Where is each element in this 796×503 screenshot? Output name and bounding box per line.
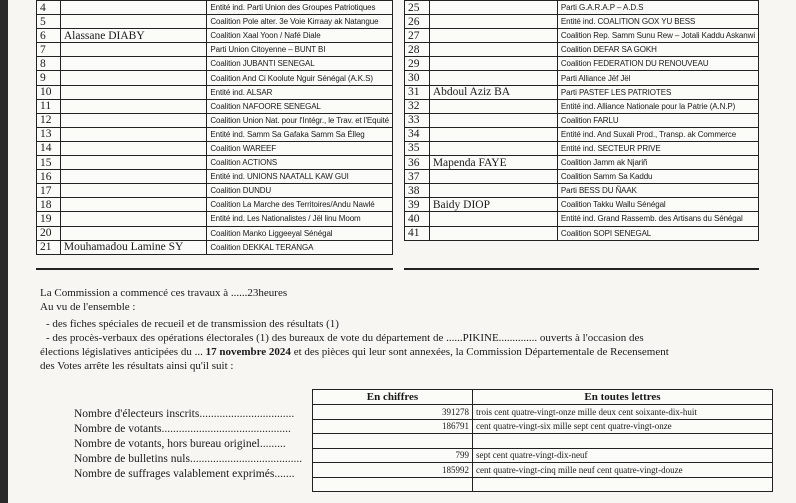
- result-row: [313, 477, 773, 492]
- list-row: [37, 85, 393, 99]
- row-number: 8: [37, 57, 61, 71]
- row-number: 21: [37, 240, 61, 254]
- list-row: [405, 226, 759, 240]
- candidate-name: [60, 1, 207, 15]
- candidate-name: [60, 127, 207, 141]
- candidate-name: [429, 43, 557, 57]
- row-number: 37: [405, 170, 430, 184]
- row-number: 18: [37, 198, 61, 212]
- candidate-name: [60, 85, 207, 99]
- list-row: [37, 71, 393, 85]
- candidate-list-left: [36, 0, 393, 255]
- candidate-name: [429, 212, 557, 226]
- preamble-item-2: - des procès-verbaux des opérations électorales (1) des bureaux de vote du département de ......PIKINE.............. ouverts à l'occasion des: [46, 332, 644, 344]
- candidate-name: [429, 15, 557, 29]
- candidate-name: [429, 57, 557, 71]
- party-name: Parti G.A.R.A.P – A.D.S: [557, 1, 758, 15]
- result-label: Nombre de bulletins nuls.......................................: [74, 453, 303, 465]
- result-figures: 185992: [313, 463, 473, 478]
- row-number: 29: [405, 57, 430, 71]
- candidate-name: [429, 29, 557, 43]
- result-figures: [313, 434, 473, 449]
- party-name: Coalition Jamm ak Njariñ: [557, 156, 758, 170]
- candidate-name: [60, 184, 207, 198]
- row-number: 26: [405, 15, 430, 29]
- row-number: 13: [37, 127, 61, 141]
- list-row: [405, 127, 759, 141]
- row-number: 27: [405, 29, 430, 43]
- candidate-name: [60, 113, 207, 127]
- right-list-bottom-rule: [404, 268, 759, 270]
- row-number: 17: [37, 184, 61, 198]
- results-table: [312, 389, 773, 492]
- candidate-name: [60, 141, 207, 155]
- row-number: 5: [37, 15, 61, 29]
- row-number: 39: [405, 198, 430, 212]
- party-name: Coalition DUNDU: [207, 184, 393, 198]
- candidate-name: Alassane DIABY: [60, 29, 207, 43]
- row-number: 25: [405, 1, 430, 15]
- page-edge: [0, 0, 8, 503]
- election-prefix: élections législatives anticipées du ...: [40, 346, 206, 358]
- list-row: [37, 1, 393, 15]
- party-name: Coalition Samm Sa Kaddu: [557, 170, 758, 184]
- candidate-name: [429, 99, 557, 113]
- party-name: Coalition DEKKAL TERANGA: [207, 240, 393, 254]
- candidate-name: Mapenda FAYE: [429, 156, 557, 170]
- list-row: [37, 57, 393, 71]
- result-row: [313, 405, 773, 420]
- list-row: [37, 43, 393, 57]
- result-words: [473, 477, 773, 492]
- row-number: 31: [405, 85, 430, 99]
- list-row: [37, 113, 393, 127]
- result-words: [473, 434, 773, 449]
- row-number: 20: [37, 226, 61, 240]
- candidate-name: [60, 212, 207, 226]
- list-row: [37, 15, 393, 29]
- candidate-name: [60, 57, 207, 71]
- row-number: 12: [37, 113, 61, 127]
- candidate-name: Mouhamadou Lamine SY: [60, 240, 207, 254]
- result-label: Nombre de votants.............................................: [74, 423, 291, 435]
- row-number: 30: [405, 71, 430, 85]
- list-row: [405, 170, 759, 184]
- preamble-heading: Au vu de l'ensemble :: [40, 301, 136, 313]
- candidate-name: [60, 156, 207, 170]
- preamble-line-6: des Votes arrête les résultats ainsi qu'il suit :: [40, 360, 234, 372]
- list-row: [37, 127, 393, 141]
- result-figures: 799: [313, 448, 473, 463]
- list-row: [405, 113, 759, 127]
- party-name: Parti Union Citoyenne – BUNT BI: [207, 43, 393, 57]
- party-name: Coalition La Marche des Territoires/Andu Nawlé: [207, 198, 393, 212]
- list-row: [37, 212, 393, 226]
- party-name: Entité ind. Grand Rassemb. des Artisans du Sénégal: [557, 212, 758, 226]
- list-row: [405, 141, 759, 155]
- result-figures: 391278: [313, 405, 473, 420]
- candidate-list-right: [404, 0, 759, 241]
- list-row: [37, 184, 393, 198]
- candidate-name: [429, 226, 557, 240]
- row-number: 14: [37, 141, 61, 155]
- result-words: cent quatre-vingt-six mille sept cent quatre-vingt-onze: [473, 419, 773, 434]
- result-words: cent quatre-vingt-cinq mille neuf cent quatre-vingt-douze: [473, 463, 773, 478]
- row-number: 6: [37, 29, 61, 43]
- party-name: Coalition DEFAR SA GOKH: [557, 43, 758, 57]
- candidate-name: [429, 113, 557, 127]
- party-name: Entité ind. COALITION GOX YU BESS: [557, 15, 758, 29]
- left-list-bottom-rule: [36, 268, 393, 270]
- row-number: 11: [37, 99, 61, 113]
- party-name: Parti Alliance Jëf Jël: [557, 71, 758, 85]
- candidate-name: [429, 127, 557, 141]
- result-words: trois cent quatre-vingt-onze mille deux cent soixante-dix-huit: [473, 405, 773, 420]
- candidate-name: [60, 170, 207, 184]
- party-name: Coalition ACTIONS: [207, 156, 393, 170]
- result-figures: 186791: [313, 419, 473, 434]
- row-number: 16: [37, 170, 61, 184]
- party-name: Entité ind. And Suxali Prod., Transp. ak Commerce: [557, 127, 758, 141]
- row-number: 40: [405, 212, 430, 226]
- commission-start-time: La Commission a commencé ces travaux à ......23heures: [40, 287, 288, 299]
- party-name: Coalition NAFOORE SENEGAL: [207, 99, 393, 113]
- party-name: Coalition SOPI SENEGAL: [557, 226, 758, 240]
- election-date: 17 novembre 2024: [205, 346, 291, 358]
- party-name: Coalition Manko Liggeeyal Sénégal: [207, 226, 393, 240]
- party-name: Coalition Rep. Samm Sunu Rew – Jotali Kaddu Askanwi: [557, 29, 758, 43]
- party-name: Coalition FEDERATION DU RENOUVEAU: [557, 57, 758, 71]
- party-name: Entité ind. Les Nationalistes / Jël linu Moom: [207, 212, 393, 226]
- list-row: [37, 99, 393, 113]
- election-suffix: et des pièces qui leur sont annexées, la Commission Départementale de Recensement: [290, 346, 669, 358]
- party-name: Coalition WAREEF: [207, 141, 393, 155]
- list-row: [405, 71, 759, 85]
- result-figures: [313, 477, 473, 492]
- party-name: Coalition Union Nat. pour l'Intégr., le Trav. et l'Equité: [207, 113, 393, 127]
- candidate-name: [60, 15, 207, 29]
- list-row: [405, 184, 759, 198]
- candidate-name: [429, 170, 557, 184]
- row-number: 19: [37, 212, 61, 226]
- row-number: 41: [405, 226, 430, 240]
- candidate-name: [429, 1, 557, 15]
- row-number: 7: [37, 43, 61, 57]
- result-label: Nombre d'électeurs inscrits.................................: [74, 408, 295, 420]
- candidate-name: [60, 43, 207, 57]
- result-label: Nombre de votants, hors bureau originel.........: [74, 438, 286, 450]
- candidate-name: [60, 71, 207, 85]
- result-words: sept cent quatre-vingt-dix-neuf: [473, 448, 773, 463]
- header-words: En toutes lettres: [473, 390, 773, 405]
- candidate-name: [429, 71, 557, 85]
- list-row: [405, 156, 759, 170]
- party-name: Entité ind. Alliance Nationale pour la Patrie (A.N.P): [557, 99, 758, 113]
- list-row: [405, 198, 759, 212]
- list-row: [37, 170, 393, 184]
- row-number: 38: [405, 184, 430, 198]
- preamble-item-1: - des fiches spéciales de recueil et de transmission des résultats (1): [46, 318, 339, 330]
- party-name: Coalition Pole alter. 3e Voie Kirraay ak Natangue: [207, 15, 393, 29]
- party-name: Entité ind. ALSAR: [207, 85, 393, 99]
- result-row: [313, 463, 773, 478]
- row-number: 34: [405, 127, 430, 141]
- party-name: Entité ind. UNIONS NAATALL KAW GUI: [207, 170, 393, 184]
- party-name: Coalition FARLU: [557, 113, 758, 127]
- row-number: 9: [37, 71, 61, 85]
- list-row: [405, 15, 759, 29]
- candidate-name: [429, 184, 557, 198]
- result-row: [313, 419, 773, 434]
- result-label: Nombre de suffrages valablement exprimés.......: [74, 468, 295, 480]
- party-name: Entité ind. Parti Union des Groupes Patriotiques: [207, 1, 393, 15]
- list-row: [37, 198, 393, 212]
- candidate-name: Baidy DIOP: [429, 198, 557, 212]
- candidate-name: [429, 141, 557, 155]
- candidate-name: Abdoul Aziz BA: [429, 85, 557, 99]
- party-name: Coalition And Ci Koolute Nguir Sénégal (A.K.S): [207, 71, 393, 85]
- party-name: Parti PASTEF LES PATRIOTES: [557, 85, 758, 99]
- list-row: [405, 43, 759, 57]
- party-name: Parti BESS DU ÑAAK: [557, 184, 758, 198]
- result-row: [313, 448, 773, 463]
- list-row: [405, 212, 759, 226]
- list-row: [37, 240, 393, 254]
- list-row: [405, 85, 759, 99]
- candidate-name: [60, 198, 207, 212]
- party-name: Entité ind. Samm Sa Gafaka Samm Sa Élleg: [207, 127, 393, 141]
- party-name: Coalition Takku Wallu Sénégal: [557, 198, 758, 212]
- list-row: [405, 57, 759, 71]
- list-row: [405, 29, 759, 43]
- party-name: Coalition Xaal Yoon / Nafé Diale: [207, 29, 393, 43]
- list-row: [37, 141, 393, 155]
- result-row: [313, 434, 773, 449]
- row-number: 15: [37, 156, 61, 170]
- list-row: [405, 99, 759, 113]
- row-number: 4: [37, 1, 61, 15]
- row-number: 10: [37, 85, 61, 99]
- list-row: [37, 156, 393, 170]
- list-row: [37, 226, 393, 240]
- list-row: [405, 1, 759, 15]
- preamble-line-5: [40, 346, 669, 358]
- row-number: 33: [405, 113, 430, 127]
- candidate-name: [60, 226, 207, 240]
- list-row: [37, 29, 393, 43]
- party-name: Entité ind. SECTEUR PRIVE: [557, 141, 758, 155]
- row-number: 32: [405, 99, 430, 113]
- party-name: Coalition JUBANTI SENEGAL: [207, 57, 393, 71]
- row-number: 28: [405, 43, 430, 57]
- row-number: 35: [405, 141, 430, 155]
- row-number: 36: [405, 156, 430, 170]
- header-figures: En chiffres: [313, 390, 473, 405]
- candidate-name: [60, 99, 207, 113]
